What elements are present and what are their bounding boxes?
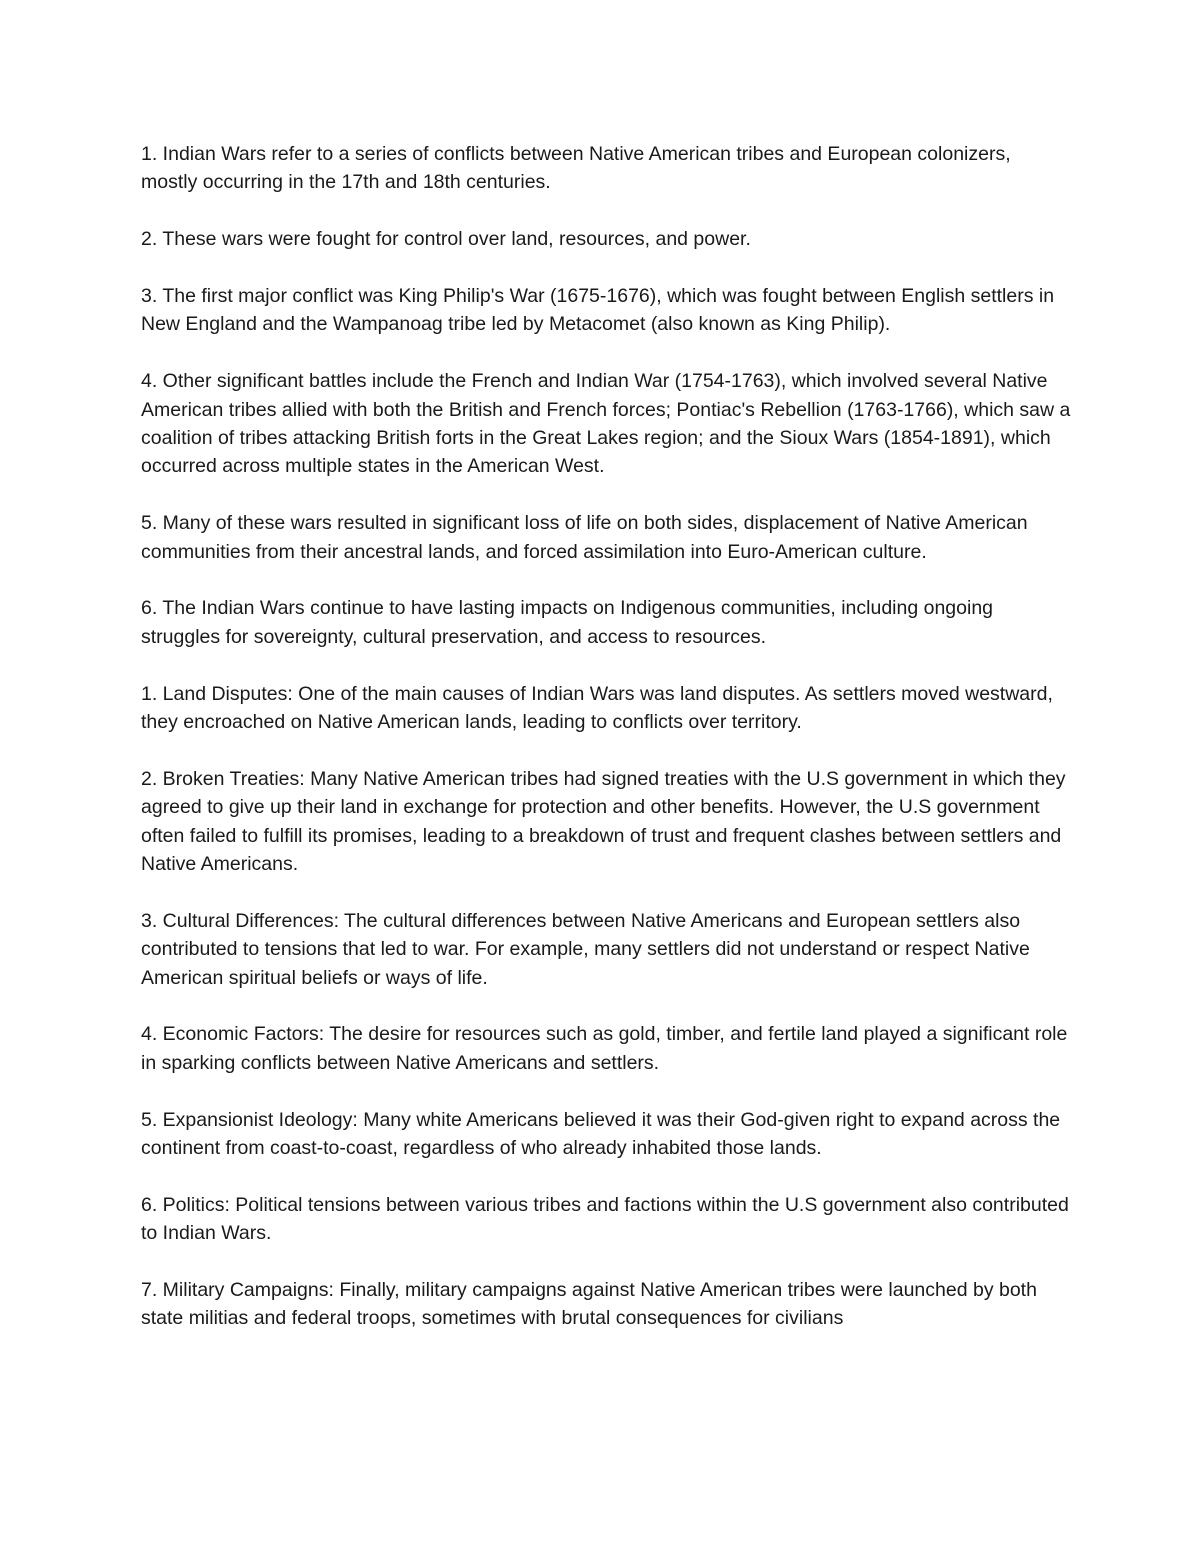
paragraph-cause-1: 1. Land Disputes: One of the main causes of Indian Wars was land disputes. As settlers moved westward, they encroached on Native American lands, leading to conflicts over territory.	[141, 682, 1053, 734]
document-page	[141, 140, 1071, 1361]
paragraph-summary-5: 5. Many of these wars resulted in significant loss of life on both sides, displacement of Native American communities from their ancestral lands, and forced assimilation into Euro-American culture.	[141, 512, 1028, 563]
paragraph-cause-2: 2. Broken Treaties: Many Native American tribes had signed treaties with the U.S government in which they agreed to give up their land in exchange for protection and other benefits. However, the U.S government often failed to fulfill its promises, leading to a breakdown of trust and frequent clashes between settlers and Native Americans.	[141, 767, 1066, 876]
paragraph-cause-5: 5. Expansionist Ideology: Many white Americans believed it was their God-given right to expand across the continent from coast-to-coast, regardless of who already inhabited those lands.	[141, 1108, 1061, 1160]
paragraph-summary-2: 2. These wars were fought for control over land, resources, and power.	[141, 228, 751, 251]
paragraph-summary-6: 6. The Indian Wars continue to have lasting impacts on Indigenous communities, including ongoing struggles for sovereignty, cultural preservation, and access to resources.	[141, 597, 994, 648]
paragraph-cause-3: 3. Cultural Differences: The cultural differences between Native Americans and European settlers also contributed to tensions that led to war. For example, many settlers did not understand or respect Native American spiritual beliefs or ways of life.	[141, 909, 1030, 989]
paragraph-summary-4: 4. Other significant battles include the French and Indian War (1754-1763), which involved several Native American tribes allied with both the British and French forces; Pontiac's Rebellion (1763-1766), which saw a coalition of tribes attacking British forts in the Great Lakes region; and the Sioux Wars (1854-1891), which occurred across multiple states in the American West.	[141, 370, 1071, 478]
paragraph-cause-6: 6. Politics: Political tensions between various tribes and factions within the U.S government also contributed to Indian Wars.	[141, 1193, 1069, 1245]
paragraph-cause-4: 4. Economic Factors: The desire for resources such as gold, timber, and fertile land played a significant role in sparking conflicts between Native Americans and settlers.	[141, 1023, 1068, 1074]
paragraph-cause-7: 7. Military Campaigns: Finally, military campaigns against Native American tribes were launched by both state militias and federal troops, sometimes with brutal consequences for civilians	[141, 1279, 1037, 1330]
paragraph-summary-1: 1. Indian Wars refer to a series of conflicts between Native American tribes and European colonizers, mostly occurring in the 17th and 18th centuries.	[141, 143, 1011, 194]
paragraph-summary-3: 3. The first major conflict was King Philip's War (1675-1676), which was fought between English settlers in New England and the Wampanoag tribe led by Metacomet (also known as King Philip).	[141, 285, 1055, 336]
